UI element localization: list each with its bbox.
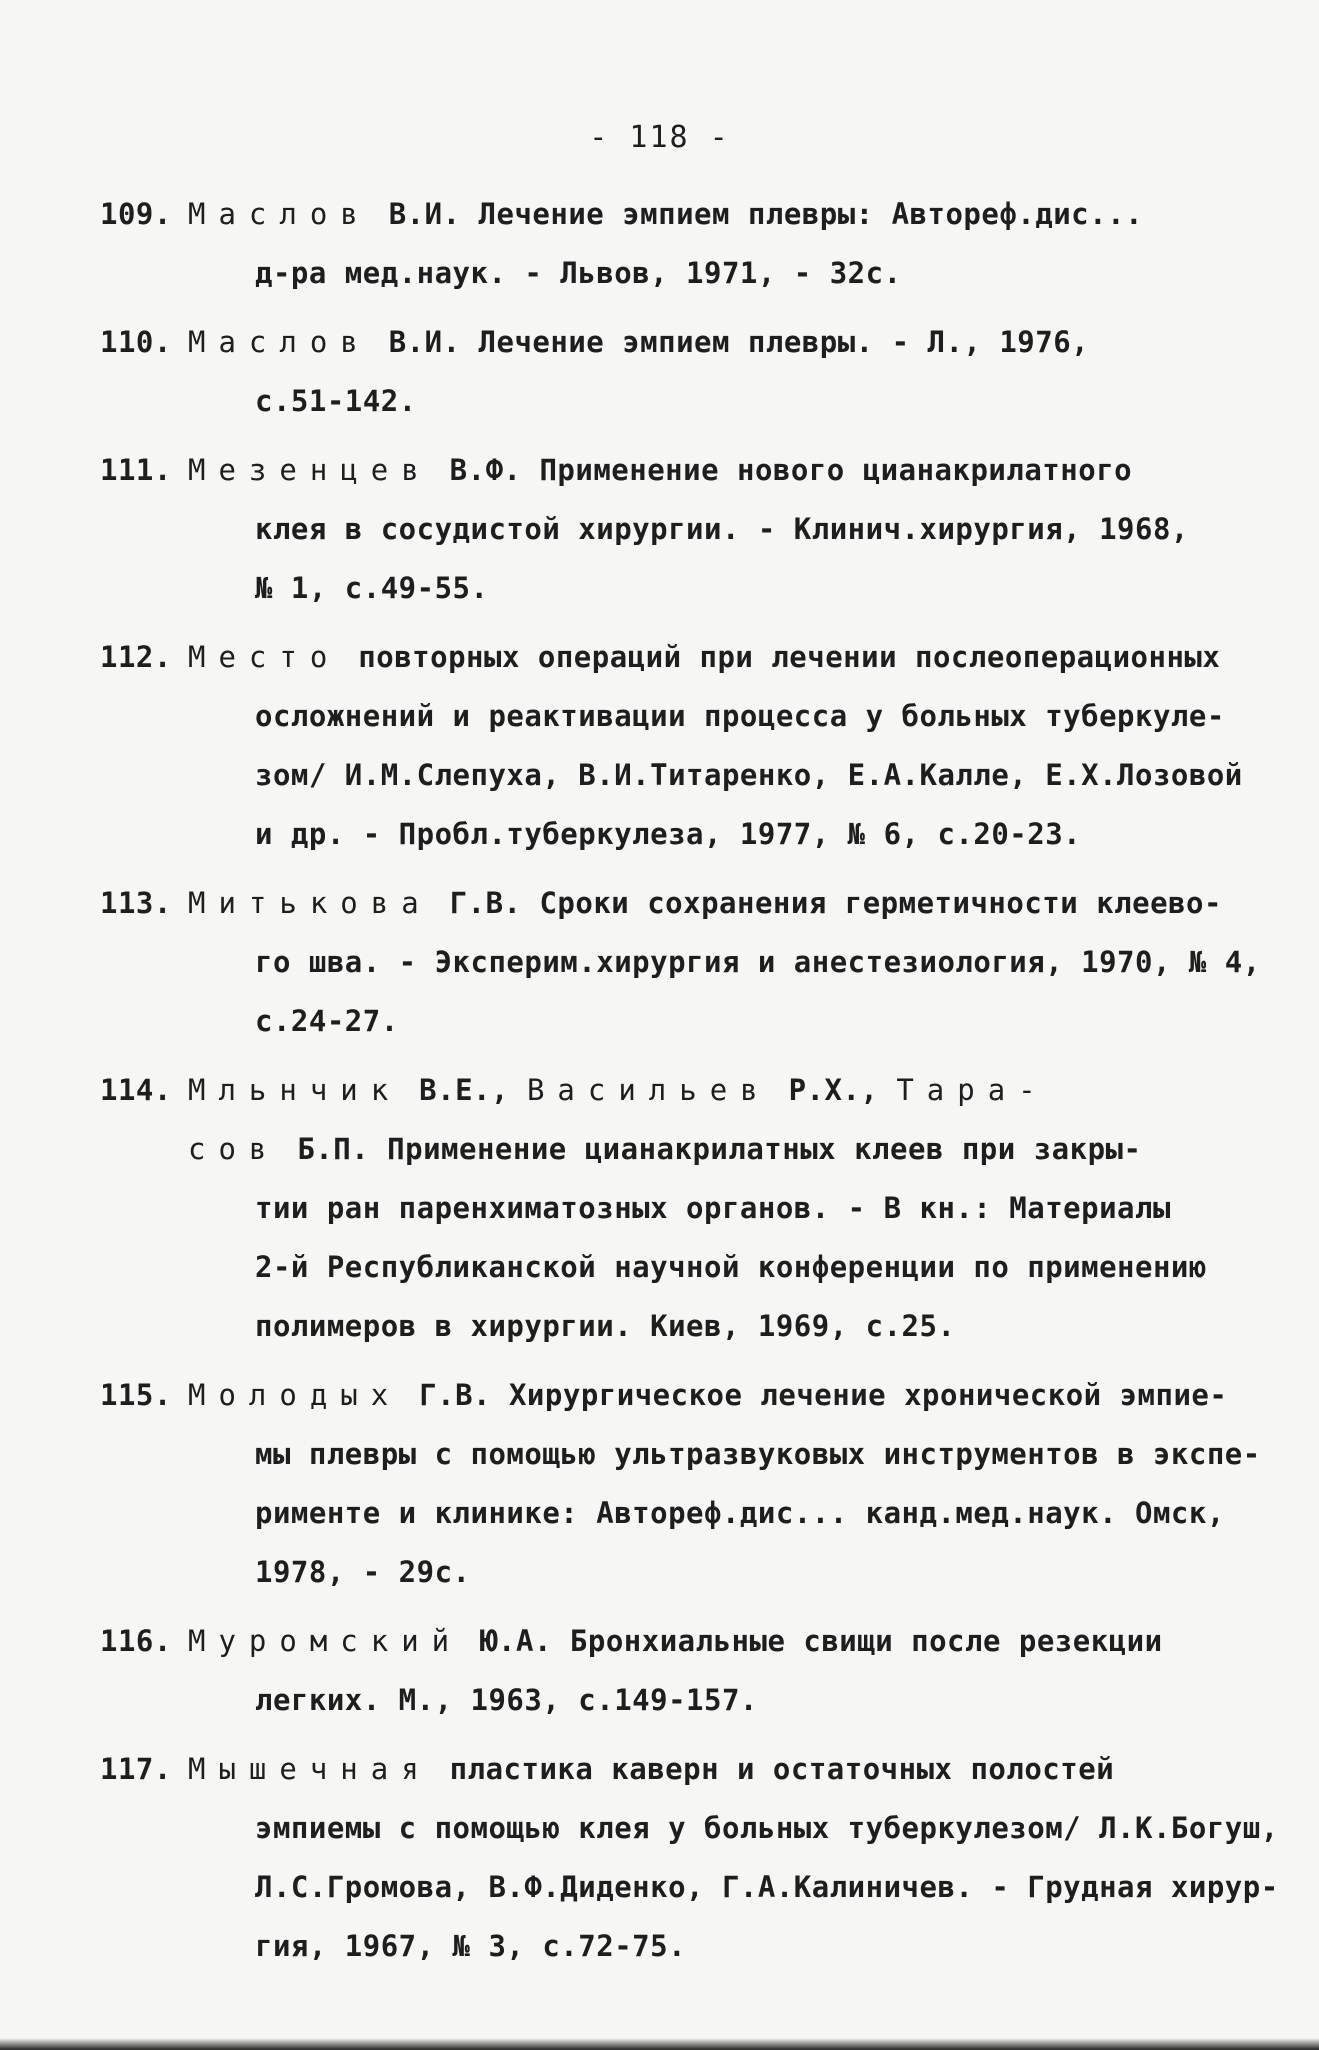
entry-text: эмпиемы с помощью клея у больных туберкулезом/ Л.К.Богуш, <box>255 1811 1279 1845</box>
bibliography-entry <box>100 185 1275 303</box>
entry-text: с.51-142. <box>255 384 417 418</box>
bibliography-entry <box>100 441 1275 618</box>
entry-continuation-line <box>100 559 1275 618</box>
bibliography-entry <box>100 1366 1275 1602</box>
entry-text: клея в сосудистой хирургии. - Клинич.хирургия, 1968, <box>255 512 1189 546</box>
entry-text: го шва. - Эксперим.хирургия и анестезиология, 1970, № 4, <box>255 945 1261 979</box>
scan-bottom-edge <box>0 2038 1319 2050</box>
entry-continuation-line <box>100 1671 1275 1730</box>
entry-continuation-line <box>100 746 1275 805</box>
entry-first-line <box>100 185 1275 244</box>
entry-text: В.Ф. Применение нового цианакрилатного <box>431 453 1133 487</box>
entry-text: легких. М., 1963, с.149-157. <box>255 1683 758 1717</box>
entry-author-spaced: Место <box>188 640 341 674</box>
entry-text: Р.Х., <box>770 1073 897 1107</box>
entry-text: № 1, с.49-55. <box>255 571 489 605</box>
entry-text: полимеров в хирургии. Киев, 1969, с.25. <box>255 1309 956 1343</box>
entry-text: с.24-27. <box>255 1004 399 1038</box>
entry-first-line <box>100 1366 1275 1425</box>
entry-number: 115. <box>100 1378 172 1412</box>
entry-text: повторных операций при лечении послеоперационных <box>340 640 1221 674</box>
entry-text: Г.В. Сроки сохранения герметичности клеево- <box>431 886 1222 920</box>
entry-text: В.И. Лечение эмпием плевры: Автореф.дис... <box>370 197 1144 231</box>
bibliography-entry <box>100 1061 1275 1356</box>
entry-text: и др. - Пробл.туберкулеза, 1977, № 6, с.20-23. <box>255 817 1082 851</box>
entry-number: 109. <box>100 197 172 231</box>
entry-continuation-line <box>100 1120 1275 1179</box>
entry-text: В.И. Лечение эмпием плевры. - Л., 1976, <box>370 325 1090 359</box>
entry-author-spaced: сов <box>188 1132 280 1166</box>
entry-continuation-line <box>100 992 1275 1051</box>
entry-text: В.Е., <box>401 1073 527 1107</box>
entry-continuation-line <box>100 1238 1275 1297</box>
entry-continuation-line <box>100 244 1275 303</box>
entry-number: 113. <box>100 886 172 920</box>
entry-first-line <box>100 874 1275 933</box>
entry-author-spaced: Муромский <box>188 1624 463 1658</box>
entry-author-spaced: Митькова <box>188 886 432 920</box>
entry-continuation-line <box>100 372 1275 431</box>
entry-first-line <box>100 1612 1275 1671</box>
entry-continuation-line <box>100 1543 1275 1602</box>
entry-continuation-line <box>100 1917 1275 1976</box>
entry-text: Г.В. Хирургическое лечение хронической эмпие- <box>401 1378 1228 1412</box>
entry-number: 114. <box>100 1073 172 1107</box>
page-number: - 118 - <box>589 120 730 155</box>
entry-text: д-ра мед.наук. - Львов, 1971, - 32с. <box>255 256 902 290</box>
entry-text: Б.П. Применение цианакрилатных клеев при закры- <box>279 1132 1142 1166</box>
entry-continuation-line <box>100 1799 1279 1858</box>
entry-first-line <box>100 1061 1275 1120</box>
entry-text: Л.С.Громова, В.Ф.Диденко, Г.А.Калиничев. - Грудная хирур- <box>255 1870 1279 1904</box>
entry-text: гия, 1967, № 3, с.72-75. <box>255 1929 687 1963</box>
entry-continuation-line <box>100 805 1275 864</box>
entry-author-spaced: Маслов <box>188 325 371 359</box>
entry-author-spaced: Мльнчик <box>188 1073 402 1107</box>
entry-continuation-line <box>100 1297 1275 1356</box>
bibliography-entry <box>100 313 1275 431</box>
entry-continuation-line <box>100 1425 1275 1484</box>
entry-continuation-line <box>100 1179 1275 1238</box>
entry-author-spaced: Маслов <box>188 197 371 231</box>
bibliography-list <box>100 185 1279 1986</box>
entry-number: 110. <box>100 325 172 359</box>
entry-author-spaced: Молодых <box>188 1378 402 1412</box>
entry-continuation-line <box>100 500 1275 559</box>
entry-text: тии ран паренхиматозных органов. - В кн.: Материалы <box>255 1191 1171 1225</box>
bibliography-entry <box>100 628 1275 864</box>
entry-text: мы плевры с помощью ультразвуковых инструментов в экспе- <box>255 1437 1261 1471</box>
bibliography-entry <box>100 1740 1279 1976</box>
entry-first-line <box>100 441 1275 500</box>
entry-author-spaced: Тара- <box>896 1073 1049 1107</box>
entry-text: Ю.А. Бронхиальные свищи после резекции <box>462 1624 1163 1658</box>
entry-author-spaced: Мезенцев <box>188 453 432 487</box>
entry-author-spaced: Мышечная <box>188 1752 432 1786</box>
entry-continuation-line <box>100 1858 1279 1917</box>
entry-text: зом/ И.М.Слепуха, В.И.Титаренко, Е.А.Калле, Е.Х.Лозовой <box>255 758 1243 792</box>
entry-text: 1978, - 29с. <box>255 1555 471 1589</box>
entry-continuation-line <box>100 933 1275 992</box>
entry-continuation-line <box>100 687 1275 746</box>
entry-number: 117. <box>100 1752 172 1786</box>
entry-first-line <box>100 1740 1275 1799</box>
entry-text: осложнений и реактивации процесса у больных туберкуле- <box>255 699 1225 733</box>
entry-text: 2-й Республиканской научной конференции по применению <box>255 1250 1207 1284</box>
bibliography-entry <box>100 1612 1275 1730</box>
entry-first-line <box>100 628 1275 687</box>
entry-text: пластика каверн и остаточных полостей <box>431 1752 1115 1786</box>
bibliography-entry <box>100 874 1275 1051</box>
entry-author-spaced: Васильев <box>526 1073 771 1107</box>
entry-first-line <box>100 313 1275 372</box>
entry-number: 116. <box>100 1624 172 1658</box>
entry-number: 112. <box>100 640 172 674</box>
entry-text: рименте и клинике: Автореф.дис... канд.мед.наук. Омск, <box>255 1496 1225 1530</box>
entry-number: 111. <box>100 453 172 487</box>
entry-continuation-line <box>100 1484 1275 1543</box>
